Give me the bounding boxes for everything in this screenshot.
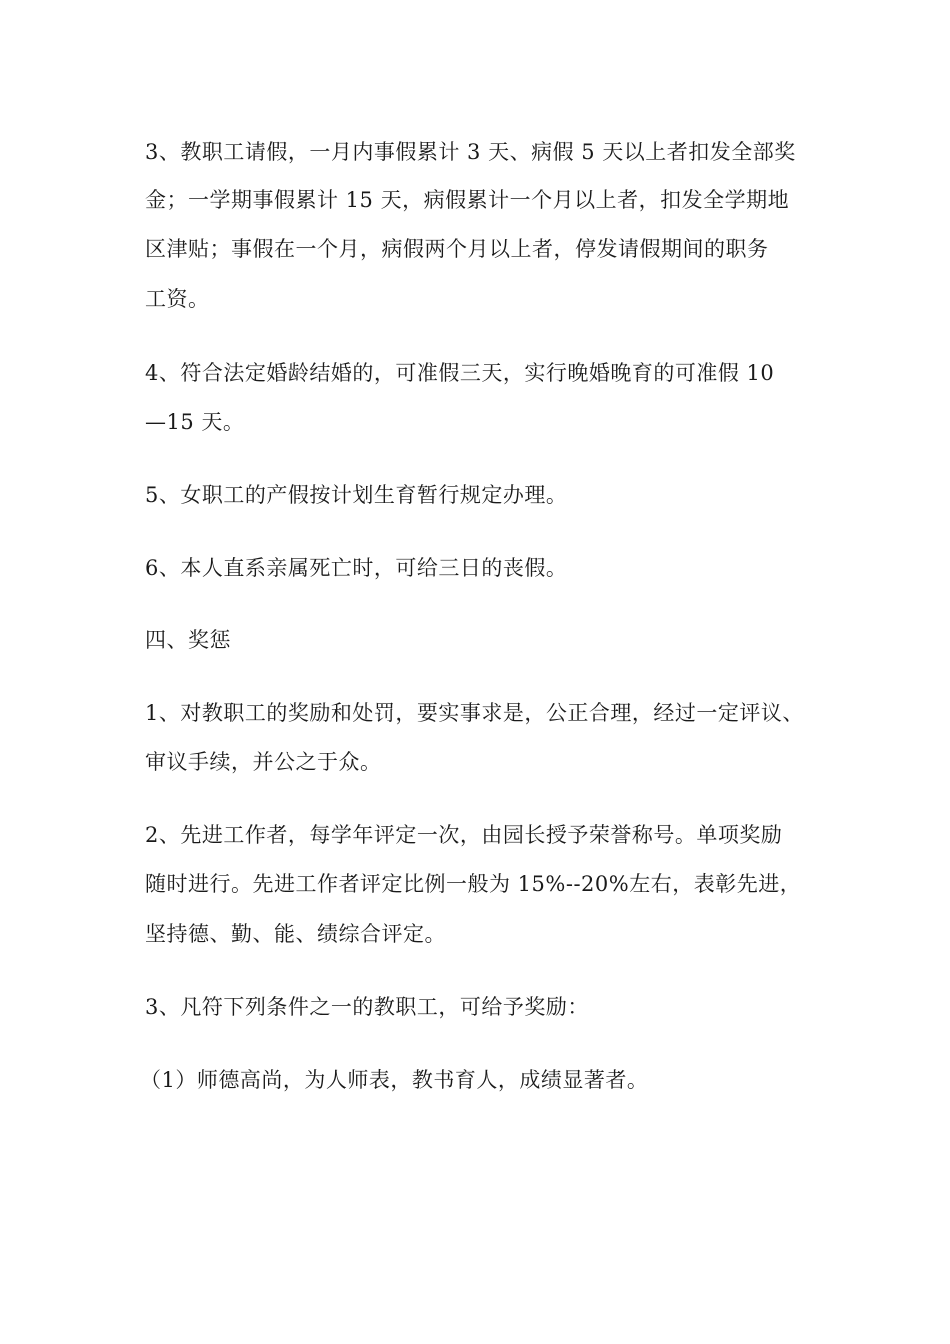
- paragraph-3-line-3: 区津贴；事假在一个月，病假两个月以上者，停发请假期间的职务: [145, 237, 769, 261]
- section-heading-rewards-penalties: 四、奖惩: [145, 628, 231, 652]
- paragraph-5: 5、女职工的产假按计划生育暂行规定办理。: [145, 483, 568, 507]
- rewards-item-1-line-2: 审议手续，并公之于众。: [145, 750, 382, 774]
- paragraph-4-line-1: 4、符合法定婚龄结婚的，可准假三天，实行晚婚晚育的可准假 10: [145, 361, 775, 385]
- rewards-item-1-line-1: 1、对教职工的奖励和处罚，要实事求是，公正合理，经过一定评议、: [145, 701, 804, 725]
- rewards-item-2-line-1: 2、先进工作者，每学年评定一次，由园长授予荣誉称号。单项奖励: [145, 823, 783, 847]
- paragraph-4-line-2: —15 天。: [145, 410, 245, 434]
- paragraph-6: 6、本人直系亲属死亡时，可给三日的丧假。: [145, 556, 568, 580]
- paragraph-3-line-2: 金；一学期事假累计 15 天，病假累计一个月以上者，扣发全学期地: [145, 188, 790, 212]
- rewards-condition-1: （1）师德高尚，为人师表，教书育人，成绩显著者。: [140, 1068, 649, 1092]
- rewards-item-2-line-3: 坚持德、勤、能、绩综合评定。: [145, 922, 446, 946]
- paragraph-3-line-1: 3、教职工请假，一月内事假累计 3 天、病假 5 天以上者扣发全部奖: [145, 140, 796, 164]
- paragraph-3-line-4: 工资。: [145, 287, 210, 311]
- rewards-item-2-line-2: 随时进行。先进工作者评定比例一般为 15%--20%左右，表彰先进，: [145, 872, 802, 896]
- rewards-item-3: 3、凡符下列条件之一的教职工，可给予奖励：: [145, 995, 589, 1019]
